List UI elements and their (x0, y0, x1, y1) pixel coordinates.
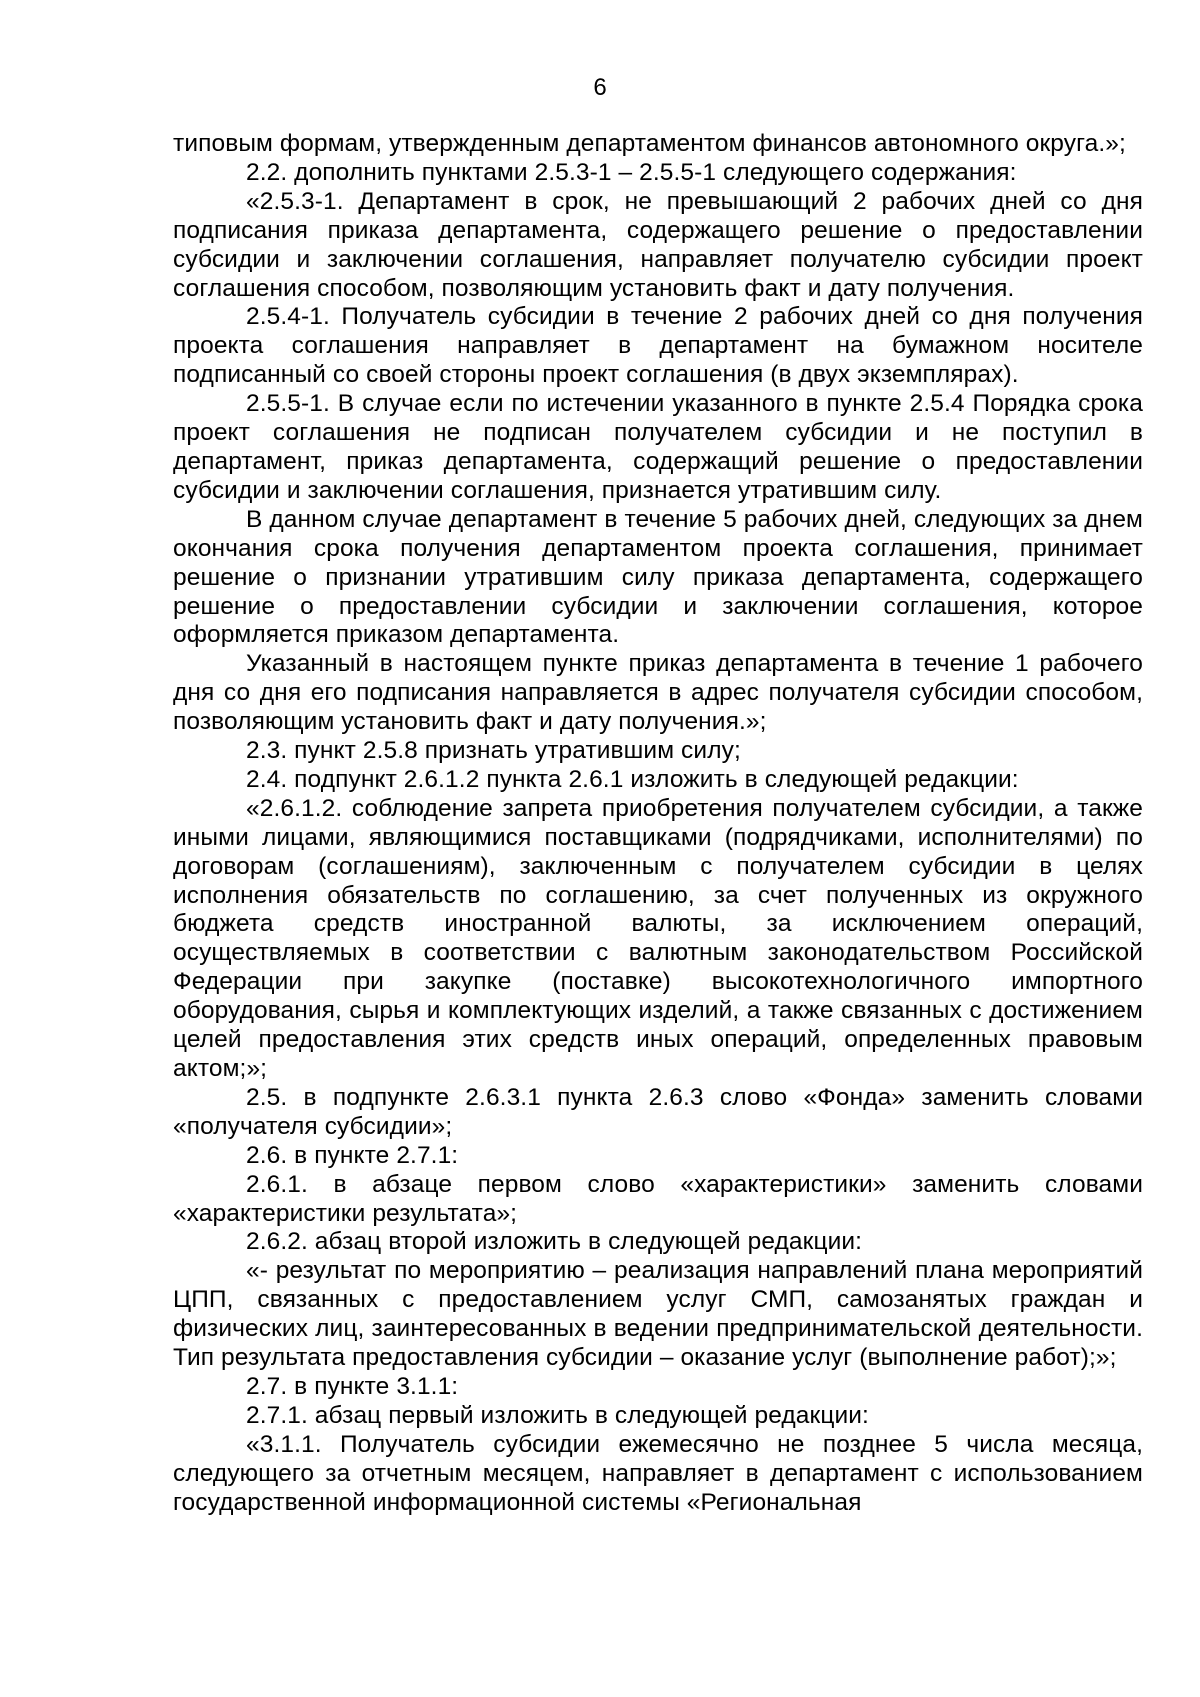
paragraph: «2.5.3-1. Департамент в срок, не превышающий 2 рабочих дней со дня подписания приказа департамента, содержащего решение о предоставлении субсидии и заключении соглашения, направляет получателю субсидии проект соглашения способом, позволяющим установить факт и дату получения. (173, 187, 1143, 302)
page-number: 6 (593, 74, 607, 101)
paragraph: 2.5.4-1. Получатель субсидии в течение 2 рабочих дней со дня получения проекта соглашения направляет в департамент на бумажном носителе подписанный со своей стороны проект соглашения (в двух экземплярах). (173, 303, 1143, 389)
paragraph: 2.6.2. абзац второй изложить в следующей редакции: (246, 1228, 863, 1256)
paragraph: типовым формам, утвержденным департаментом финансов автономного округа.»; (173, 130, 1126, 157)
paragraph: 2.6.1. в абзаце первом слово «характеристики» заменить словами «характеристики результата»; (173, 1170, 1143, 1227)
document-body (173, 130, 1143, 1518)
paragraph: 2.2. дополнить пунктами 2.5.3-1 – 2.5.5-1 следующего содержания: (246, 158, 1017, 186)
paragraph: 2.7. в пункте 3.1.1: (246, 1372, 459, 1400)
paragraph: 2.4. подпункт 2.6.1.2 пункта 2.6.1 изложить в следующей редакции: (246, 765, 1019, 793)
paragraph: В данном случае департамент в течение 5 рабочих дней, следующих за днем окончания срока получения департаментом проекта соглашения, принимает решение о признании утратившим силу приказа департамента, содержащего решение о предоставлении субсидии и заключении соглашения, которое оформляется приказом департамента. (173, 505, 1143, 649)
paragraph: 2.5.5-1. В случае если по истечении указанного в пункте 2.5.4 Порядка срока проект соглашения не подписан получателем субсидии и не поступил в департамент, приказ департамента, содержащий решение о предоставлении субсидии и заключении соглашения, признается утратившим силу. (173, 390, 1143, 504)
paragraph: 2.7.1. абзац первый изложить в следующей редакции: (246, 1401, 869, 1429)
paragraph: «3.1.1. Получатель субсидии ежемесячно не позднее 5 числа месяца, следующего за отчетным месяцем, направляет в департамент с использованием государственной информационной системы «Региональная (173, 1430, 1143, 1516)
paragraph: 2.3. пункт 2.5.8 признать утратившим силу; (246, 737, 741, 765)
paragraph: «2.6.1.2. соблюдение запрета приобретения получателем субсидии, а также иными лицами, являющимися поставщиками (подрядчиками, исполнителями) по договорам (соглашениям), заключенным с получателем субсидии в целях исполнения обязательств по соглашению, за счет полученных из окружного бюджета средств иностранной валюты, за исключением операций, осуществляемых в соответствии с валютным законодательством Российской Федерации при закупке (поставке) высокотехнологичного импортного оборудования, сырья и комплектующих изделий, а также связанных с достижением целей предоставления этих средств иных операций, определенных правовым актом;»; (173, 794, 1143, 1082)
paragraph: 2.6. в пункте 2.7.1: (246, 1141, 459, 1169)
paragraph: «- результат по мероприятию – реализация направлений плана мероприятий ЦПП, связанных с предоставлением услуг СМП, самозанятых граждан и физических лиц, заинтересованных в ведении предпринимательской деятельности. Тип результата предоставления субсидии – оказание услуг (выполнение работ);»; (173, 1257, 1143, 1372)
paragraph: Указанный в настоящем пункте приказ департамента в течение 1 рабочего дня со дня его подписания направляется в адрес получателя субсидии способом, позволяющим установить факт и дату получения.»; (173, 650, 1143, 736)
paragraph: 2.5. в подпункте 2.6.3.1 пункта 2.6.3 слово «Фонда» заменить словами «получателя субсидии»; (173, 1083, 1143, 1140)
